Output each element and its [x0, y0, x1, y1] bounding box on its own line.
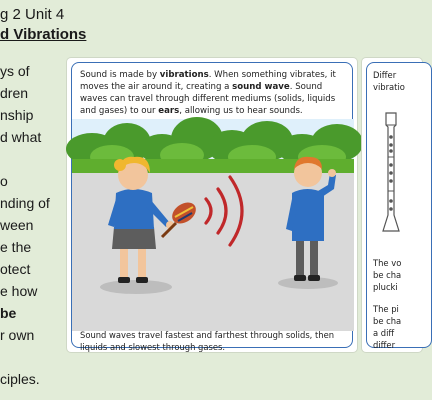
left-text-line: dren: [0, 85, 29, 101]
left-text-line: be: [0, 305, 17, 321]
recorder-text-top-2: vibratio: [373, 82, 405, 92]
left-text-line: d what: [0, 129, 42, 145]
page-heading-unit: g 2 Unit 4: [0, 6, 65, 23]
left-text-line: otect: [0, 261, 31, 277]
sound-info-card-frame: [71, 62, 353, 352]
recorder-text-mid-1: The vo: [373, 258, 402, 268]
sound-intro-text: Sound is made by vibrations. When something vibrates, it moves the air around it, creating a sound wave. Sound waves can travel through different mediums (solids, liquids and gases) to our ears, allowing us to hear sounds.: [80, 70, 336, 116]
left-text-line: ciples.: [0, 371, 40, 387]
left-text-line: ween: [0, 217, 34, 233]
page-heading-topic: d Vibrations: [0, 26, 87, 43]
sound-wave-illustration: [72, 119, 354, 331]
left-text-line: ys of: [0, 63, 30, 79]
left-text-column: [0, 60, 66, 390]
recorder-text-mid-3: plucki: [373, 282, 398, 292]
recorder-text-bot-4: differ: [373, 340, 396, 350]
left-text-line: nship: [0, 107, 34, 123]
recorder-text-bot-3: a diff: [373, 328, 395, 338]
sound-speed-caption: Sound waves travel fastest and farthest through solids, then liquids and slowest through gases.: [80, 330, 335, 352]
sound-info-card: [67, 58, 357, 352]
recorder-text-bot-2: be cha: [373, 316, 402, 326]
recorder-icon: [379, 111, 403, 235]
left-text-line: nding of: [0, 195, 50, 211]
left-text-line: r own: [0, 327, 35, 343]
recorder-info-card-frame: [366, 62, 432, 348]
left-text-line: o: [0, 173, 8, 189]
recorder-info-card: [362, 58, 422, 352]
left-text-line: e how: [0, 283, 38, 299]
recorder-text-bot-1: The pi: [373, 304, 399, 314]
recorder-text-top-1: Differ: [373, 70, 397, 80]
left-text-line: [0, 346, 66, 368]
left-text-line: e the: [0, 239, 32, 255]
recorder-text-mid-2: be cha: [373, 270, 402, 280]
left-text-line: [0, 148, 66, 170]
